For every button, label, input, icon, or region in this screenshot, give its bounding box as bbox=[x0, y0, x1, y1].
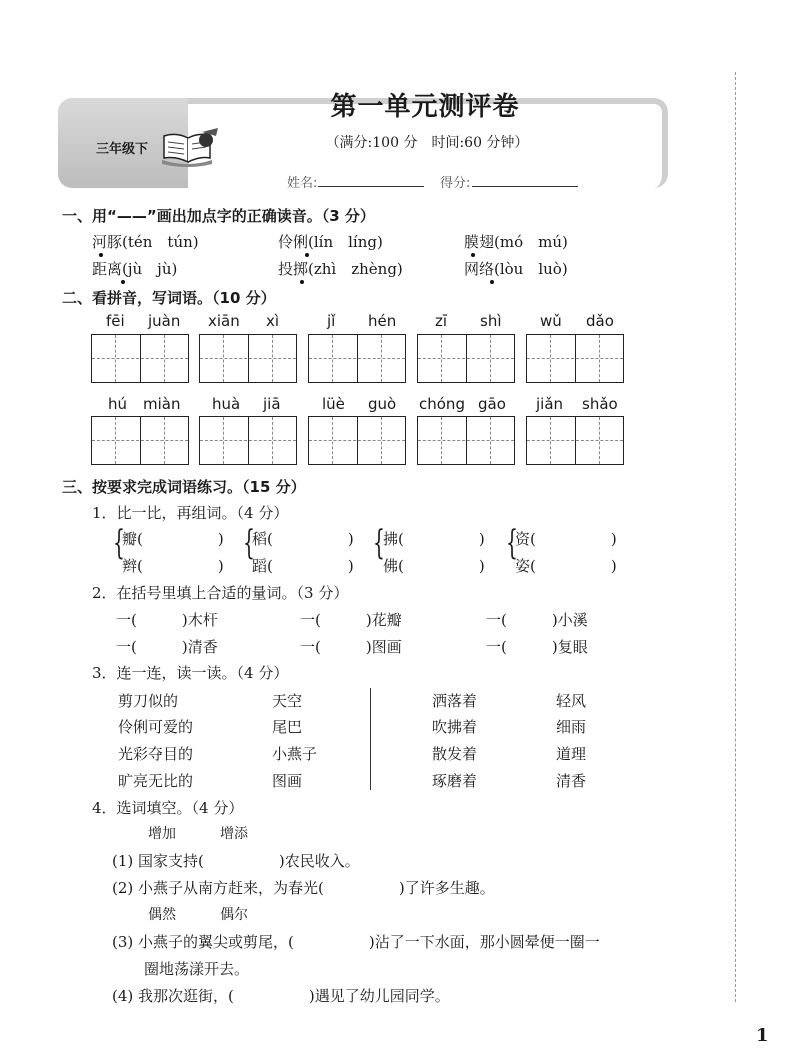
word-choice: 偶然 bbox=[148, 907, 176, 923]
pinyin: shǎo bbox=[582, 395, 618, 413]
writing-box[interactable] bbox=[91, 334, 189, 383]
q1-bottom-1: 辫( ) bbox=[122, 557, 224, 575]
s1-item-6: 网络(lòu luò) bbox=[464, 260, 568, 278]
pinyin: hén bbox=[368, 312, 397, 330]
q1-top-1: 瓣( ) bbox=[122, 530, 224, 548]
q4-sentence-3: (3) 小燕子的翼尖或剪尾，( )沾了一下水面，那小圆晕便一圈一 bbox=[112, 933, 600, 951]
pinyin: wǔ bbox=[540, 312, 562, 330]
q1-top-4: 资( ) bbox=[515, 530, 617, 548]
match-word[interactable]: 旷亮无比的 bbox=[118, 772, 194, 790]
writing-box[interactable] bbox=[417, 416, 515, 465]
pinyin: dǎo bbox=[586, 312, 614, 330]
q2-item: 一( )小溪 bbox=[486, 611, 588, 629]
s1-item-5: 投掷(zhì zhèng) bbox=[278, 260, 403, 278]
q1-bottom-2: 蹈( ) bbox=[252, 557, 354, 575]
q1-heading: 1．比一比，再组词。（4 分） bbox=[92, 504, 289, 522]
match-word[interactable]: 剪刀似的 bbox=[118, 692, 179, 710]
writing-box[interactable] bbox=[308, 416, 406, 465]
page-subtitle: （满分:100 分 时间:60 分钟） bbox=[325, 135, 529, 151]
writing-box[interactable] bbox=[199, 416, 297, 465]
match-word[interactable]: 散发着 bbox=[432, 745, 478, 763]
q4-sentence-3-cont: 圈地荡漾开去。 bbox=[144, 960, 250, 978]
pinyin: zī bbox=[435, 312, 448, 330]
pinyin: gāo bbox=[478, 395, 506, 413]
pinyin: guò bbox=[368, 395, 397, 413]
brace: { bbox=[113, 523, 125, 563]
q2-item: 一( )木杆 bbox=[116, 611, 218, 629]
q2-item: 一( )图画 bbox=[300, 638, 402, 656]
section2-heading: 二、看拼音，写词语。（10 分） bbox=[62, 289, 276, 307]
writing-box[interactable] bbox=[308, 334, 406, 383]
pinyin: hú bbox=[108, 395, 128, 413]
pinyin: xì bbox=[266, 312, 280, 330]
q2-item: 一( )花瓣 bbox=[300, 611, 402, 629]
s1-item-2: 伶俐(lín líng) bbox=[278, 233, 383, 251]
word-choice: 增加 bbox=[148, 826, 176, 842]
pinyin: lüè bbox=[322, 395, 345, 413]
pinyin: jiǎn bbox=[536, 395, 564, 413]
emphasis-dot bbox=[300, 280, 304, 284]
emphasis-dot bbox=[305, 253, 309, 257]
pinyin: xiān bbox=[208, 312, 240, 330]
q1-top-2: 稻( ) bbox=[252, 530, 354, 548]
q4-sentence-1: (1) 国家支持( )农民收入。 bbox=[112, 852, 360, 870]
match-word[interactable]: 道理 bbox=[556, 745, 587, 763]
word-choice: 偶尔 bbox=[220, 907, 248, 923]
s1-item-3: 膜翅(mó mú) bbox=[464, 233, 568, 251]
pinyin: fēi bbox=[106, 312, 125, 330]
name-field[interactable] bbox=[318, 186, 424, 187]
pinyin: jǐ bbox=[327, 312, 336, 330]
emphasis-dot bbox=[121, 280, 125, 284]
match-word[interactable]: 尾巴 bbox=[272, 718, 303, 736]
writing-box[interactable] bbox=[526, 334, 624, 383]
q4-sentence-4: (4) 我那次逛街，( )遇见了幼儿园同学。 bbox=[112, 987, 450, 1005]
match-word[interactable]: 轻风 bbox=[556, 692, 587, 710]
section1-heading: 一、用“——”画出加点字的正确读音。（3 分） bbox=[62, 207, 375, 225]
match-word[interactable]: 光彩夺目的 bbox=[118, 745, 194, 763]
brace: { bbox=[243, 523, 255, 563]
score-field[interactable] bbox=[472, 186, 578, 187]
q2-item: 一( )清香 bbox=[116, 638, 218, 656]
emphasis-dot bbox=[99, 253, 103, 257]
match-word[interactable]: 天空 bbox=[272, 692, 303, 710]
name-label: 姓名: bbox=[287, 176, 318, 191]
match-word[interactable]: 洒落着 bbox=[432, 692, 478, 710]
writing-box[interactable] bbox=[417, 334, 515, 383]
pinyin: juàn bbox=[148, 312, 181, 330]
pinyin: huà bbox=[212, 395, 241, 413]
brace: { bbox=[506, 523, 518, 563]
page-number: 1 bbox=[756, 1025, 769, 1046]
q3-divider bbox=[370, 688, 371, 790]
pinyin: jiā bbox=[263, 395, 281, 413]
match-word[interactable]: 图画 bbox=[272, 772, 303, 790]
emphasis-dot bbox=[490, 280, 494, 284]
match-word[interactable]: 细雨 bbox=[556, 718, 587, 736]
pinyin: chóng bbox=[419, 395, 465, 413]
writing-box[interactable] bbox=[526, 416, 624, 465]
pinyin: miàn bbox=[143, 395, 181, 413]
writing-box[interactable] bbox=[91, 416, 189, 465]
match-word[interactable]: 伶俐可爱的 bbox=[118, 718, 194, 736]
pinyin: shì bbox=[480, 312, 502, 330]
brace: { bbox=[373, 523, 385, 563]
grade-label: 三年级下 bbox=[96, 142, 149, 157]
match-word[interactable]: 小燕子 bbox=[272, 745, 318, 763]
q3-heading: 3．连一连，读一读。（4 分） bbox=[92, 664, 289, 682]
match-word[interactable]: 琢磨着 bbox=[432, 772, 478, 790]
match-word[interactable]: 清香 bbox=[556, 772, 587, 790]
s1-item-4: 距离(jù jù) bbox=[92, 260, 178, 278]
match-word[interactable]: 吹拂着 bbox=[432, 718, 478, 736]
q4-heading: 4．选词填空。（4 分） bbox=[92, 799, 244, 817]
q4-sentence-2: (2) 小燕子从南方赶来，为春光( )了许多生趣。 bbox=[112, 879, 495, 897]
q1-bottom-4: 姿( ) bbox=[515, 557, 617, 575]
q2-heading: 2．在括号里填上合适的量词。（3 分） bbox=[92, 584, 349, 602]
s1-item-1: 河豚(tén tún) bbox=[92, 233, 199, 251]
score-label: 得分: bbox=[440, 176, 471, 191]
q1-top-3: 拂( ) bbox=[383, 530, 485, 548]
section3-heading: 三、按要求完成词语练习。（15 分） bbox=[62, 478, 306, 496]
emphasis-dot bbox=[471, 253, 475, 257]
q2-item: 一( )复眼 bbox=[486, 638, 588, 656]
q1-bottom-3: 佛( ) bbox=[383, 557, 485, 575]
page-title: 第一单元测评卷 bbox=[330, 92, 520, 122]
writing-box[interactable] bbox=[199, 334, 297, 383]
margin-dashed-line bbox=[735, 72, 736, 1002]
word-choice: 增添 bbox=[220, 826, 248, 842]
